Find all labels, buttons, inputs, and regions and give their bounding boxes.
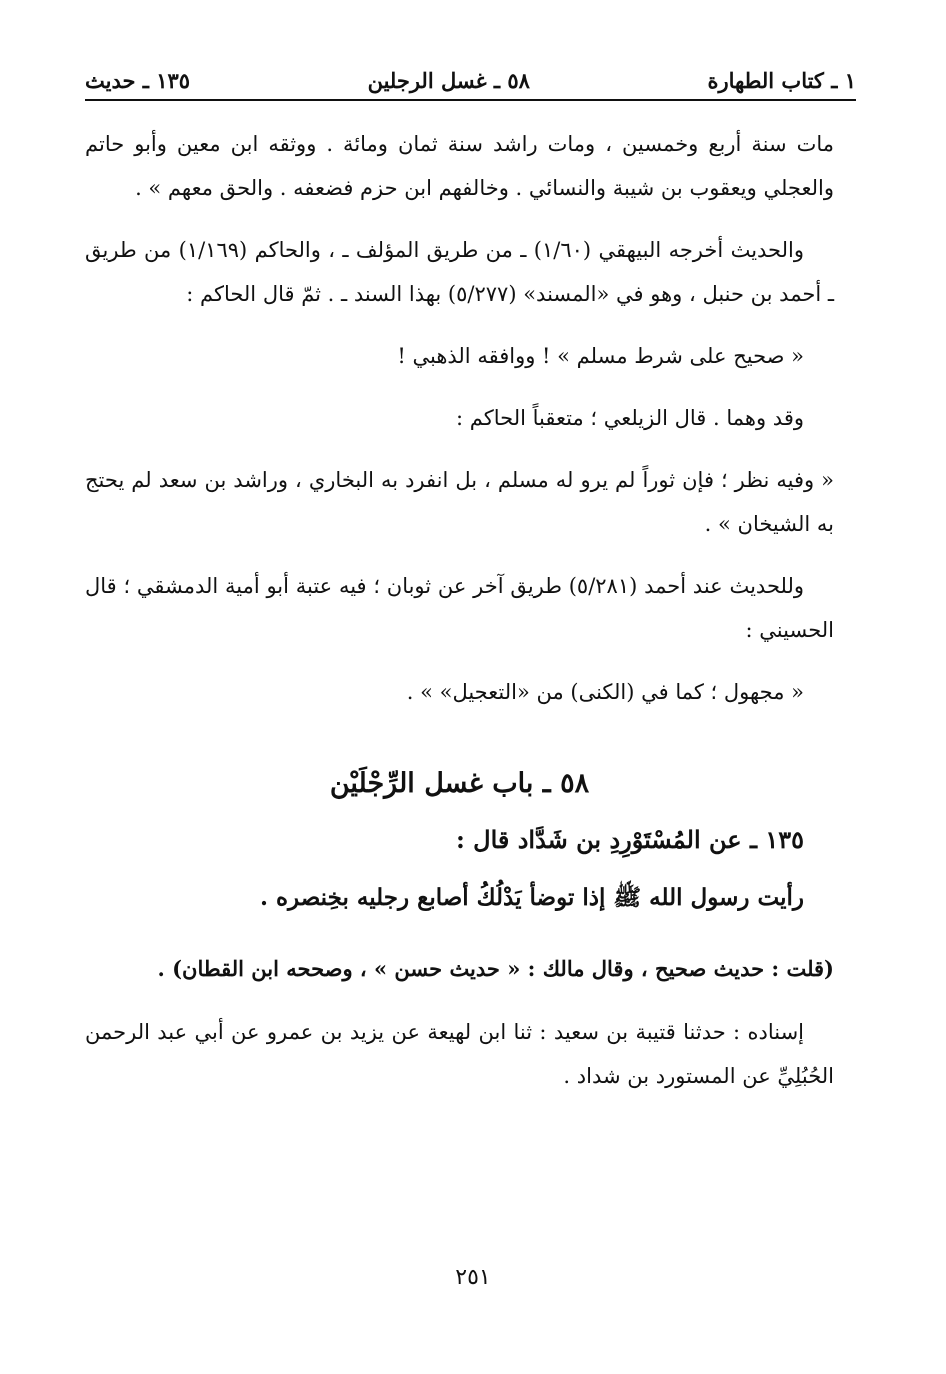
hadith-heading: ١٣٥ ـ عن المُسْتَوْرِدِ بن شَدَّاد قال : xyxy=(455,825,804,854)
paragraph-commentary-1: مات سنة أربع وخمسين ، ومات راشد سنة ثمان ومائة . ووثقه ابن معين وأبو حاتم والعجلي ويعقوب بن شيبة والنسائي . وخالفهم ابن حزم فضعفه . والحق معهم » . xyxy=(85,132,834,200)
paragraph-zailai: وقد وهما . قال الزيلعي ؛ متعقباً الحاكم : xyxy=(456,406,804,430)
page-number: ٢٥١ xyxy=(455,1265,491,1290)
paragraph-commentary-2: والحديث أخرجه البيهقي (١/٦٠) ـ من طريق المؤلف ـ ، والحاكم (١/١٦٩) من طريق ـ أحمد بن حنبل ، وهو في «المسند» (٥/٢٧٧) بهذا السند ـ . ثمّ قال الحاكم : xyxy=(85,238,834,306)
chapter-title: ٥٨ ـ باب غسل الرِّجْلَيْن xyxy=(329,768,590,799)
hadith-isnad: إسناده : حدثنا قتيبة بن سعيد : ثنا ابن لهيعة عن يزيد بن عمرو عن أبي عبد الرحمن الحُبُلِيِّ عن المستورد بن شداد . xyxy=(85,1020,834,1088)
quote-hakim: « صحيح على شرط مسلم » ! ووافقه الذهبي ! xyxy=(397,344,804,368)
paragraph-commentary-3: وللحديث عند أحمد (٥/٢٨١) طريق آخر عن ثوبان ؛ فيه عتبة أبو أمية الدمشقي ؛ قال الحسيني : xyxy=(85,574,834,642)
quote-husaini: « مجهول ؛ كما في (الكنى) من «التعجيل» » . xyxy=(406,680,804,704)
running-header xyxy=(85,64,856,96)
header-book-title: ١ ـ كتاب الطهارة xyxy=(707,67,856,93)
header-rule xyxy=(85,99,856,101)
quote-zailai: « وفيه نظر ؛ فإن ثوراً لم يرو له مسلم ، بل انفرد به البخاري ، وراشد بن سعد لم يحتج به الشيخان » . xyxy=(85,468,834,536)
hadith-grading-note: (قلت : حديث صحيح ، وقال مالك : « حديث حسن » ، وصححه ابن القطان) . xyxy=(157,956,834,981)
header-hadith-number: ١٣٥ ـ حديث xyxy=(85,67,191,93)
page-body xyxy=(85,122,834,1098)
header-chapter-title: ٥٨ ـ غسل الرجلين xyxy=(367,67,530,93)
hadith-text: رأيت رسول الله ﷺ إذا توضأ يَدْلُكُ أصابع رجليه بخِنصره . xyxy=(259,884,804,911)
